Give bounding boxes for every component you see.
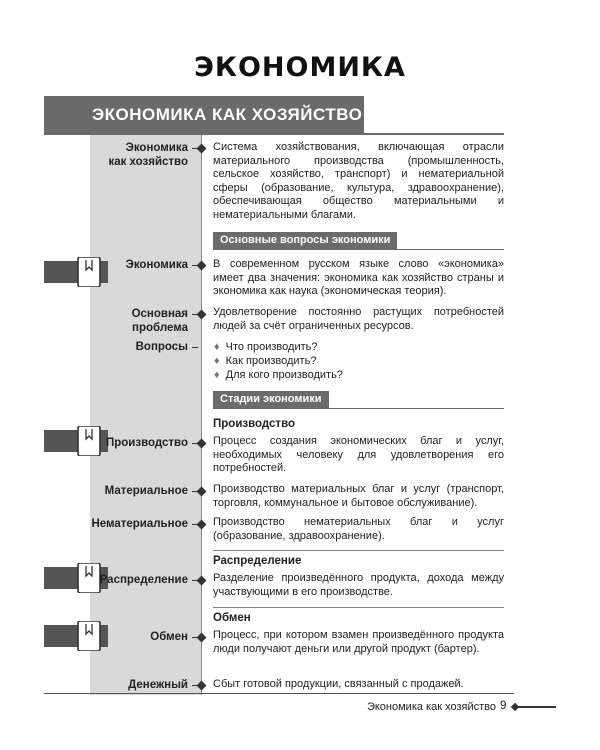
definition-distribution: Разделение произведённого продукта, дохода между участвующими в его производстве. xyxy=(213,572,504,598)
book-icon xyxy=(44,563,108,593)
term-distribution: Распределение xyxy=(99,574,188,586)
term-material: Материальное xyxy=(104,485,188,497)
term-economy: Экономика xyxy=(125,259,188,271)
term-questions: Вопросы xyxy=(135,341,188,353)
page-title: ЭКОНОМИКА xyxy=(194,52,406,83)
divider xyxy=(213,607,504,608)
book-icon xyxy=(44,426,108,456)
diamond-bullet-icon: ♦ xyxy=(214,355,220,367)
divider xyxy=(213,550,504,551)
question-item: ♦ Как производить? xyxy=(214,355,317,367)
subhead-exchange: Обмен xyxy=(213,612,251,624)
question-item: ♦ Для кого производить? xyxy=(214,369,343,381)
term-monetary: Денежный xyxy=(128,679,188,691)
book-icon xyxy=(44,257,108,287)
term-economy-as-household: Экономика как хозяйство xyxy=(108,142,188,168)
term-exchange: Обмен xyxy=(150,631,188,643)
book-icon xyxy=(44,621,108,651)
terms-sidebar xyxy=(90,135,202,695)
section-basic-questions: Основные вопросы экономики xyxy=(213,232,397,249)
definition-non-material: Производство нематериальных благ и услуг (образование, здравоохранение). xyxy=(213,516,504,542)
section-rule xyxy=(213,249,504,250)
subhead-distribution: Распределение xyxy=(213,555,302,567)
subhead-production: Производство xyxy=(213,418,296,430)
footer-line xyxy=(516,706,556,708)
definition-main-problem: Удовлетворение постоянно растущих потребностей людей за счёт ограниченных ресурсов. xyxy=(213,306,504,332)
term-main-problem: Основная проблема xyxy=(131,308,188,334)
term-production: Производство xyxy=(105,437,188,449)
definition-monetary: Сбыт готовой продукции, связанный с продажей. xyxy=(213,678,464,690)
sidebar-border xyxy=(201,135,202,695)
diamond-bullet-icon: ♦ xyxy=(214,341,220,353)
bottom-rule xyxy=(44,693,514,694)
definition-production: Процесс создания экономических благ и услуг, необходимых человеку для удовлетворения его потребностей. xyxy=(213,435,504,474)
footer-running-title: Экономика как хозяйство xyxy=(366,701,496,713)
diamond-bullet-icon: ♦ xyxy=(214,369,220,381)
definition-material: Производство материальных благ и услуг (транспорт, торговля, коммунальное и бытовое обслуживание). xyxy=(213,483,504,509)
page-number: 9 xyxy=(500,700,507,712)
definition-economy: В современном русском языке слово «экономика» имеет два значения: экономика как хозяйство страны и экономика как наука (экономическая теория). xyxy=(213,258,504,297)
section-stages: Стадии экономики xyxy=(213,391,329,408)
question-item: ♦ Что производить? xyxy=(214,341,318,353)
banner-title: ЭКОНОМИКА КАК ХОЗЯЙСТВО xyxy=(92,105,363,124)
term-non-material: Нематериальное xyxy=(91,518,188,530)
definition-economy-as-household: Система хозяйствования, включающая отрасли материального производства (промышленность, сельское хозяйство, транспорт) и нематериальной сферы (образование, культура, здравоохранение), обеспечивающая общество материальными и нематериальными благами. xyxy=(213,141,504,221)
definition-exchange: Процесс, при котором взамен произведённого продукта люди получают деньги или другой продукт (бартер). xyxy=(213,629,504,655)
section-rule xyxy=(213,408,504,409)
chapter-banner xyxy=(44,96,364,134)
term-connector xyxy=(192,347,198,348)
